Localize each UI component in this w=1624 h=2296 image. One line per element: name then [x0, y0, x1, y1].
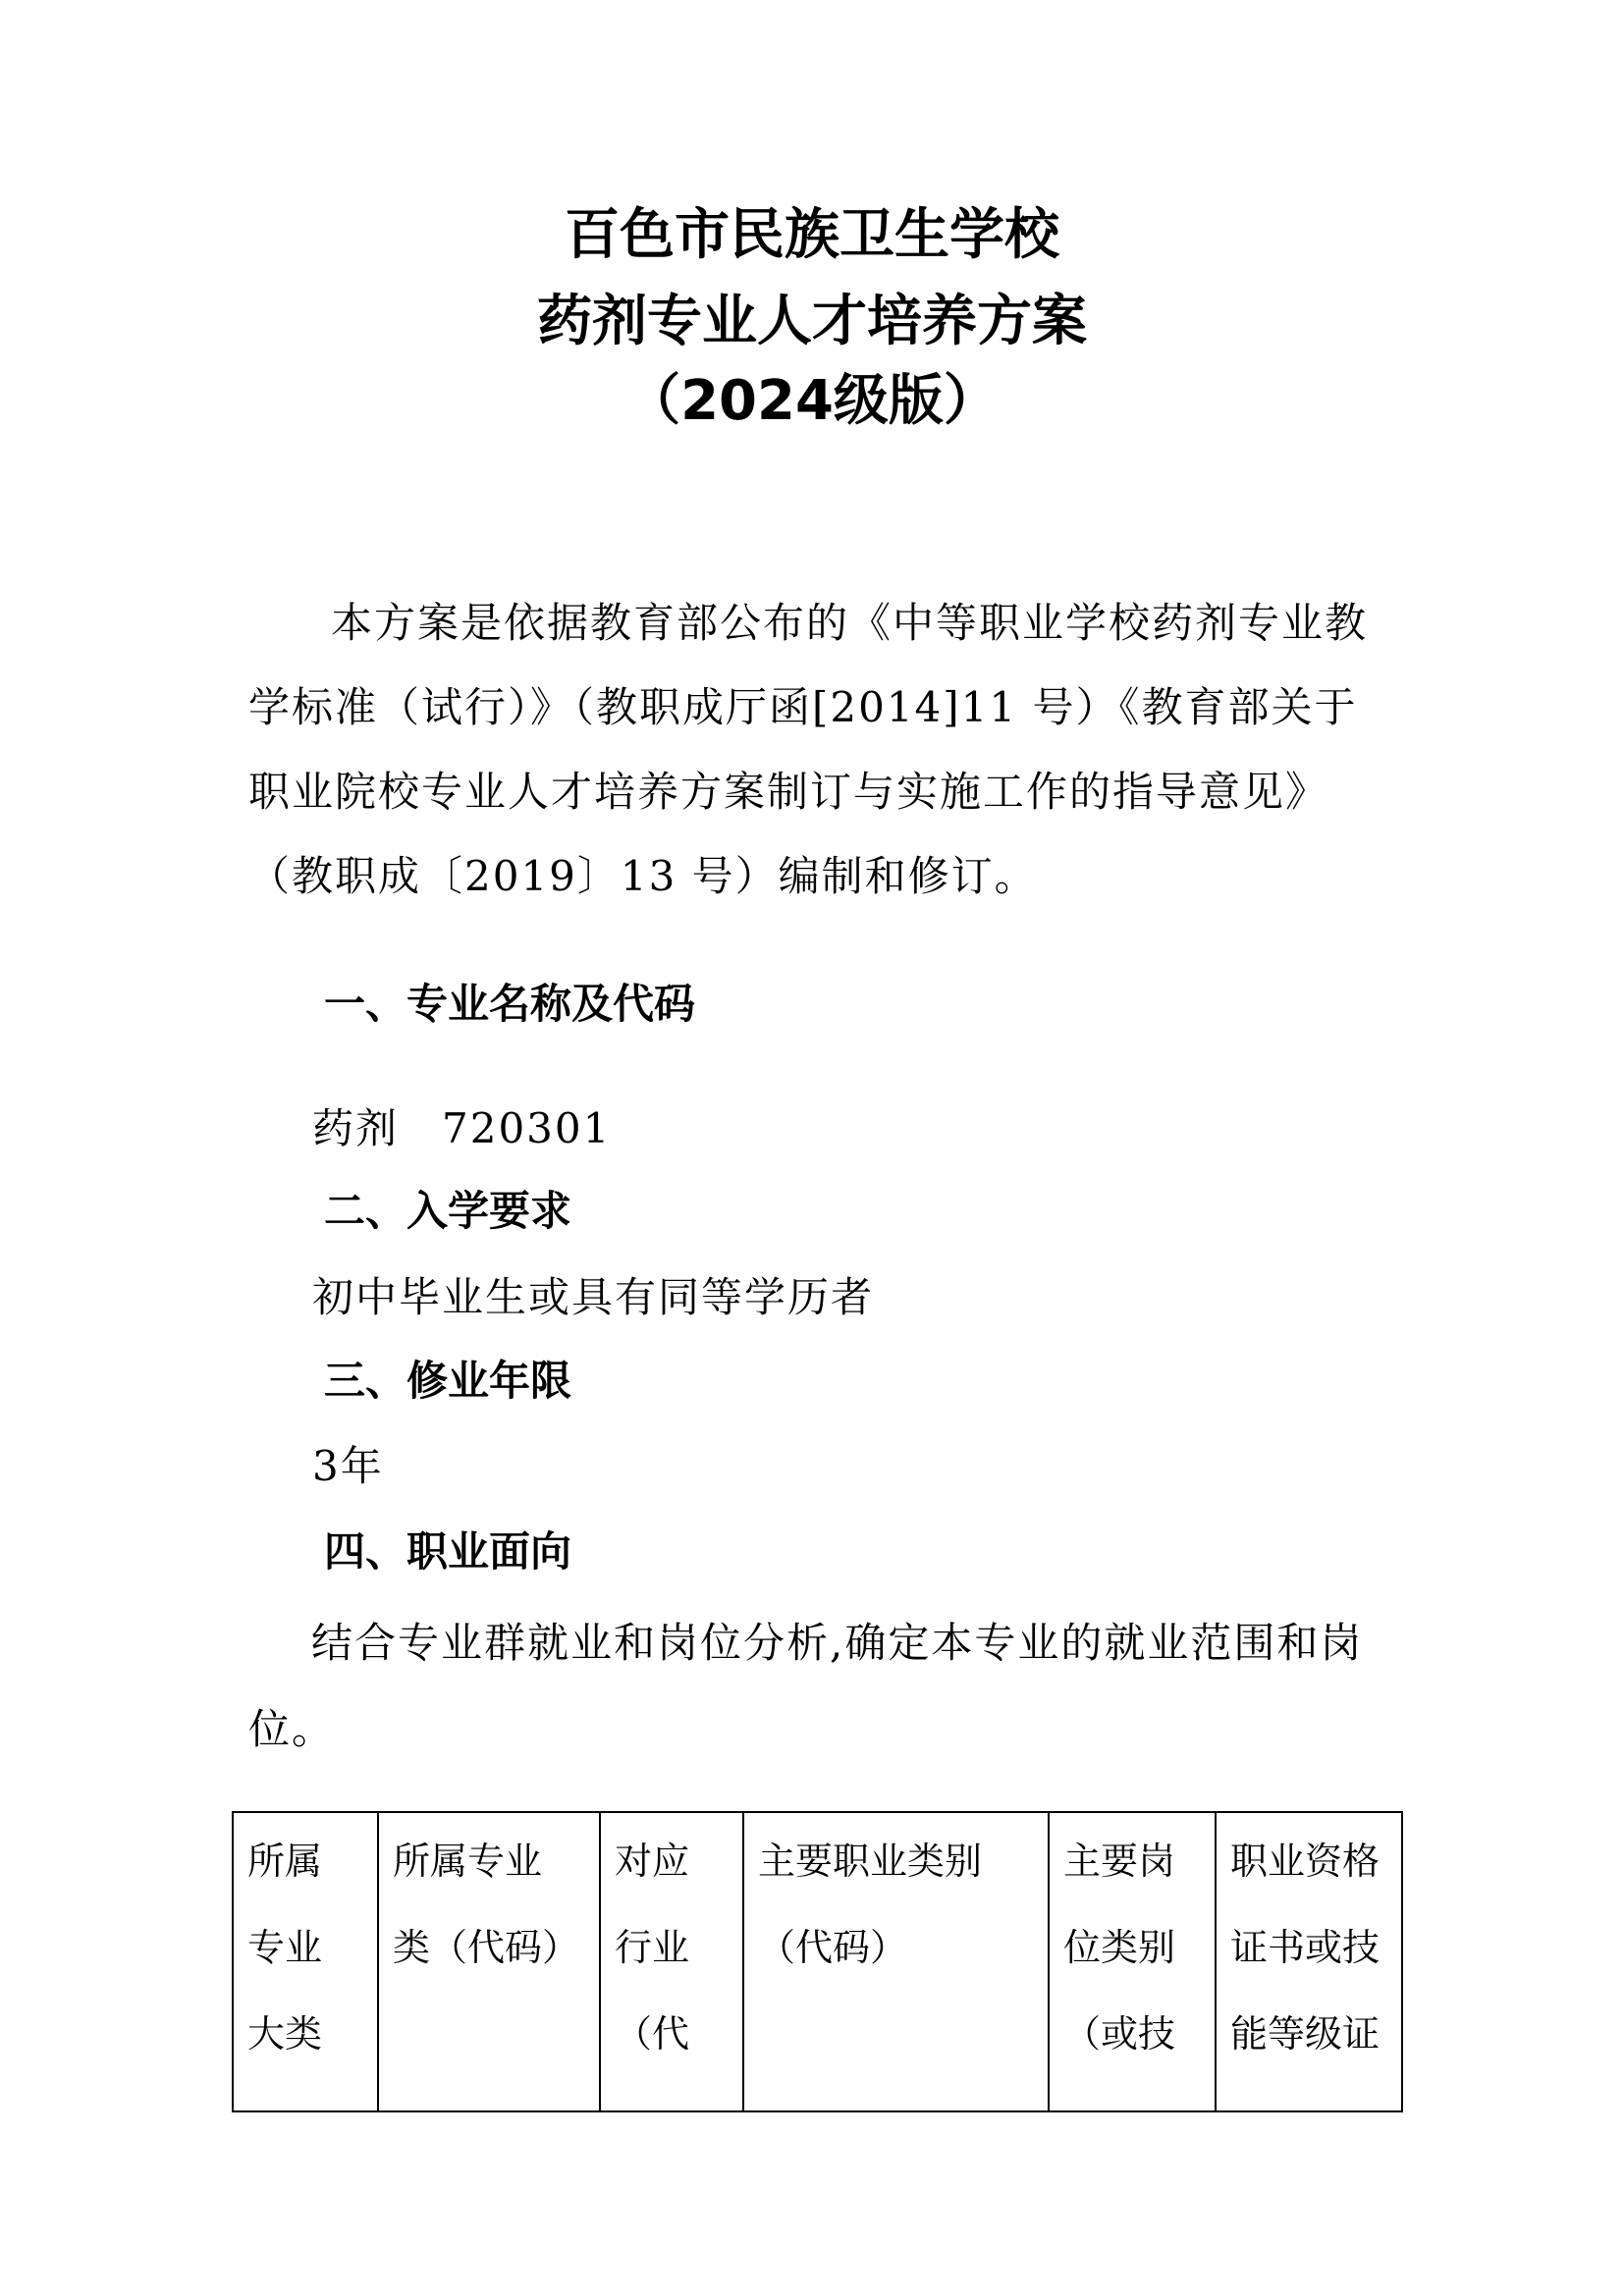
header-cell-major-class-code	[378, 1812, 600, 2111]
career-paragraph	[248, 1600, 1387, 1773]
header-cell-major-category	[233, 1812, 378, 2111]
header-text: （或技	[1063, 2012, 1176, 2056]
edition-label: （2024级版）	[625, 369, 999, 433]
intro-line: 学标准（试行）》（教职成厅函[2014]11 号）《教育部关于	[248, 683, 1358, 731]
header-text: 对应	[615, 1840, 690, 1883]
admission-text: 初中毕业生或具有同等学历者	[312, 1273, 875, 1321]
header-cell-occupation-category	[743, 1812, 1049, 2111]
career-line: 位。	[248, 1705, 336, 1753]
header-text: 主要职业类别	[758, 1840, 983, 1883]
header-text: 大类	[247, 2012, 323, 2056]
section-heading-career: 四、职业面向	[324, 1527, 572, 1575]
header-cell-industry-code	[600, 1812, 743, 2111]
header-text: 职业资格	[1230, 1840, 1380, 1883]
career-line: 结合专业群就业和岗位分析,确定本专业的就业范围和岗	[311, 1619, 1364, 1667]
major-code-text: 药剂 720301	[312, 1104, 612, 1152]
section-heading-duration: 三、修业年限	[324, 1357, 572, 1405]
school-title: 百色市民族卫生学校	[565, 203, 1059, 267]
header-cell-job-category	[1049, 1812, 1216, 2111]
occupation-table	[232, 1811, 1403, 2112]
header-cell-certificate	[1216, 1812, 1402, 2111]
header-text: 能等级证	[1230, 2012, 1380, 2056]
header-text: 所属专业	[393, 1840, 543, 1883]
document-title: 药剂专业人才培养方案	[537, 290, 1087, 353]
header-text: 行业	[615, 1926, 690, 1969]
intro-line: （教职成〔2019〕13 号）编制和修订。	[248, 852, 1038, 900]
intro-line: 本方案是依据教育部公布的《中等职业学校药剂专业教	[331, 599, 1369, 647]
intro-line: 职业院校专业人才培养方案制订与实施工作的指导意见》	[248, 768, 1329, 816]
header-text: 类（代码）	[393, 1926, 580, 1969]
header-text: 位类别	[1063, 1926, 1176, 1969]
header-text: 所属	[247, 1840, 323, 1883]
duration-text: 3年	[312, 1442, 384, 1490]
section-heading-admission: 二、入学要求	[324, 1187, 572, 1235]
header-text: （代	[615, 2012, 690, 2056]
intro-paragraph	[248, 581, 1387, 919]
section-heading-major-code: 一、专业名称及代码	[324, 980, 696, 1028]
header-text: 专业	[247, 1926, 323, 1969]
header-text: 主要岗	[1063, 1840, 1176, 1883]
header-text: （代码）	[758, 1926, 908, 1969]
table-header-row	[233, 1812, 1402, 2111]
header-text: 证书或技	[1230, 1926, 1380, 1969]
